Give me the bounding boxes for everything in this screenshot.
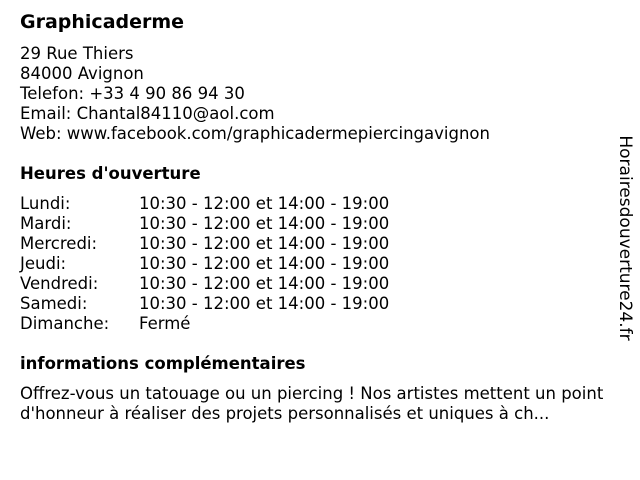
street-address: 29 Rue Thiers xyxy=(20,44,134,63)
time-range: 10:30 - 12:00 et 14:00 - 19:00 xyxy=(139,214,390,233)
hours-row xyxy=(20,254,389,274)
hours-heading: Heures d'ouverture xyxy=(20,164,201,183)
site-watermark: Horairesdouverture24.fr xyxy=(615,135,635,341)
info-heading: informations complémentaires xyxy=(20,354,306,373)
hours-row xyxy=(20,294,389,314)
hours-row xyxy=(20,314,389,334)
hours-row xyxy=(20,274,389,294)
time-range: Fermé xyxy=(139,314,191,333)
hours-row xyxy=(20,194,389,214)
day-label: Mardi: xyxy=(20,214,72,233)
info-description: Offrez-vous un tatouage ou un piercing ! Nos artistes mettent un point d'honneur à réaliser des projets personnalisés et uniques à ch... xyxy=(20,384,604,423)
opening-hours-table xyxy=(20,194,389,334)
city-postcode: 84000 Avignon xyxy=(20,64,144,83)
time-range: 10:30 - 12:00 et 14:00 - 19:00 xyxy=(139,234,390,253)
time-range: 10:30 - 12:00 et 14:00 - 19:00 xyxy=(139,274,390,293)
day-label: Jeudi: xyxy=(20,254,67,273)
email-line: Email: Chantal84110@aol.com xyxy=(20,104,275,123)
day-label: Vendredi: xyxy=(20,274,99,293)
day-label: Samedi: xyxy=(20,294,88,313)
hours-row xyxy=(20,234,389,254)
time-range: 10:30 - 12:00 et 14:00 - 19:00 xyxy=(139,294,390,313)
phone-line: Telefon: +33 4 90 86 94 30 xyxy=(20,84,245,103)
day-label: Mercredi: xyxy=(20,234,98,253)
website-line: Web: www.facebook.com/graphicadermepiercingavignon xyxy=(20,124,490,143)
day-label: Lundi: xyxy=(20,194,71,213)
hours-row xyxy=(20,214,389,234)
time-range: 10:30 - 12:00 et 14:00 - 19:00 xyxy=(139,194,390,213)
day-label: Dimanche: xyxy=(20,314,110,333)
business-name: Graphicaderme xyxy=(20,11,185,33)
contact-block xyxy=(20,44,490,144)
time-range: 10:30 - 12:00 et 14:00 - 19:00 xyxy=(139,254,390,273)
